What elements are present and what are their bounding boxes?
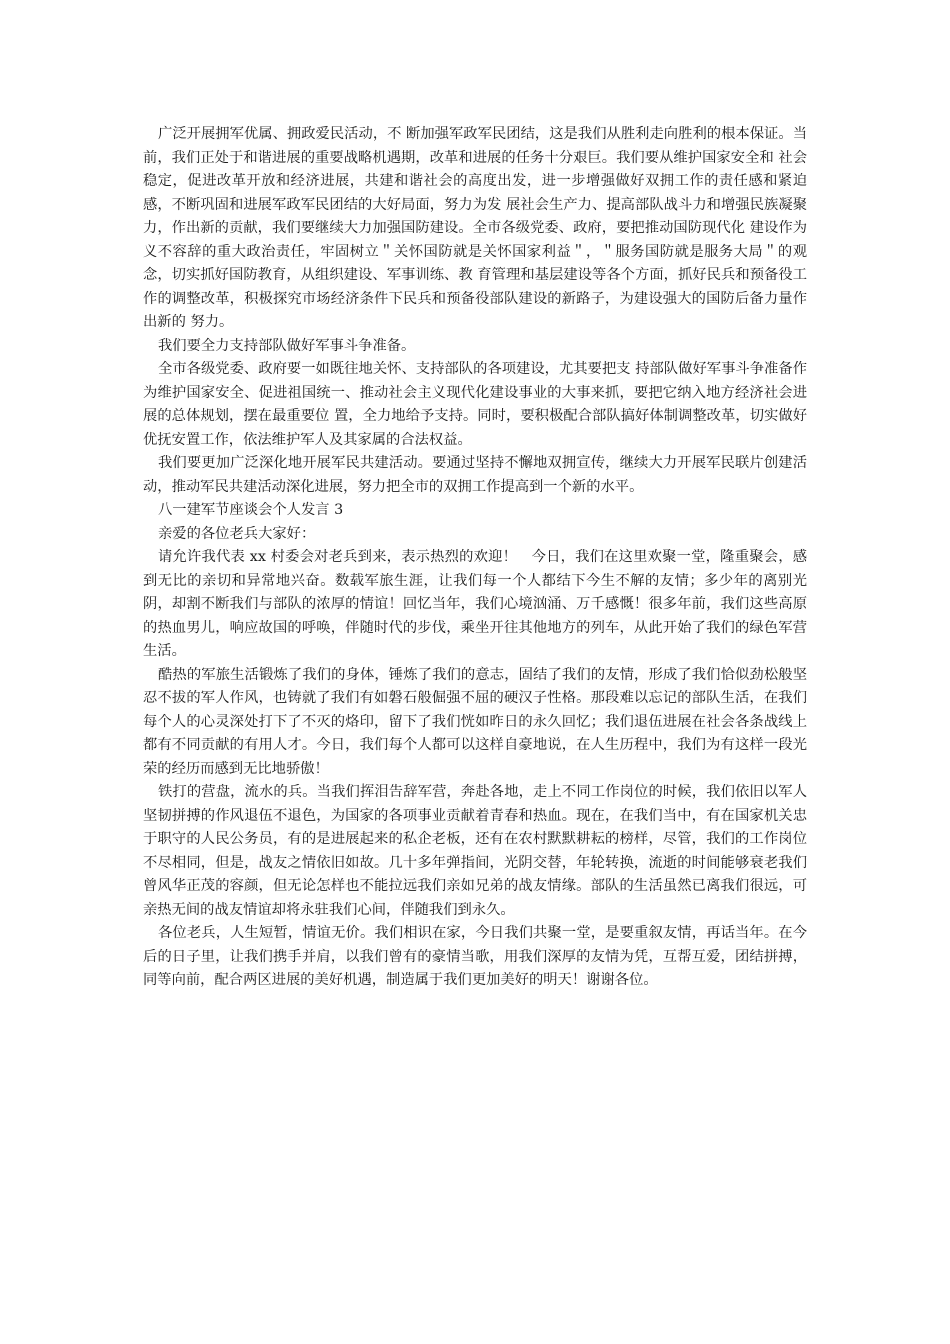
paragraph-6: 酷热的军旅生活锻炼了我们的身体，锤炼了我们的意志，固结了我们的友情，形成了我们恰似劲松般坚忍不拔的军人作风，也铸就了我们有如磐石般倔强不屈的硬汉子性格。那段难以忘记的部队生活，在我们每个人的心灵深处打下了不灭的烙印，留下了我们恍如昨日的永久回忆；我们退伍进展在社会各条战线上都有不同贡献的有用人才。今日，我们每个人都可以这样自豪地说，在人生历程中，我们为有这样一段光荣的经历而感到无比地骄傲！ bbox=[143, 666, 807, 777]
paragraph-2: 我们要全力支持部队做好军事斗争准备。 bbox=[158, 337, 416, 354]
paragraph-3: 全市各级党委、政府要一如既往地关怀、支持部队的各项建设，尤其要把支 持部队做好军事斗争准备作为维护国家安全、促进祖国统一、推动社会主义现代化建设事业的大事来抓，要把它纳入地方经济社会进展的总体规划，摆在最重要位 置，全力地给予支持。同时，要积极配合部队搞好体制调整改革，切实做好优抚安置工作，依法维护军人及其家属的合法权益。 bbox=[143, 361, 807, 448]
salutation: 亲爱的各位老兵大家好： bbox=[158, 525, 316, 542]
section-heading: 八一建军节座谈会个人发言 3 bbox=[158, 502, 344, 518]
paragraph-8: 各位老兵，人生短暂，情谊无价。我们相识在家，今日我们共聚一堂，是要重叙友情，再话当年。在今后的日子里，让我们携手并肩，以我们曾有的豪情当歌，用我们深厚的友情为凭，互帮互爱，团结拼搏，同等向前，配合两区进展的美好机遇，制造属于我们更加美好的明天！谢谢各位。 bbox=[143, 925, 807, 988]
document-body bbox=[143, 123, 807, 993]
paragraph-4: 我们要更加广泛深化地开展军民共建活动。要通过坚持不懈地双拥宣传，继续大力开展军民联片创建活动，推动军民共建活动深化进展，努力把全市的双拥工作提高到一个新的水平。 bbox=[143, 455, 807, 495]
paragraph-5: 请允许我代表 xx 村委会对老兵到来，表示热烈的欢迎！ 今日，我们在这里欢聚一堂，隆重聚会，感到无比的亲切和异常地兴奋。数载军旅生涯，让我们每一个人都结下今生不解的友情；多少年的离别光阴，却割不断我们与部队的浓厚的情谊！回忆当年，我们心境汹涌、万千感慨！很多年前，我们这些高原的热血男儿，响应故国的呼唤，伴随时代的步伐，乘坐开往其他地方的列车，从此开始了我们的绿色军营生活。 bbox=[143, 549, 807, 659]
paragraph-7: 铁打的营盘，流水的兵。当我们挥泪告辞军营，奔赴各地，走上不同工作岗位的时候，我们依旧以军人坚韧拼搏的作风退伍不退色，为国家的各项事业贡献着青春和热血。现在，在我们当中，有在国家机关忠于职守的人民公务员，有的是进展起来的私企老板，还有在农村默默耕耘的榜样，尽管，我们的工作岗位不尽相同，但是，战友之情依旧如故。几十多年弹指间，光阴交替，年轮转换，流逝的时间能够衰老我们曾风华正茂的容颜，但无论怎样也不能拉远我们亲如兄弟的战友情缘。部队的生活虽然已离我们很远，可亲热无间的战友情谊却将永驻我们心间，伴随我们到永久。 bbox=[143, 784, 807, 918]
paragraph-1: 广泛开展拥军优属、拥政爱民活动，不 断加强军政军民团结，这是我们从胜利走向胜利的根本保证。当前，我们正处于和谐进展的重要战略机遇期，改革和进展的任务十分艰巨。我们要从维护国家安全和 社会稳定，促进改革开放和经济进展，共建和谐社会的高度出发，进一步增强做好双拥工作的责任感和紧迫感，不断巩固和进展军政军民团结的大好局面，努力为发 展社会生产力、提高部队战斗力和增强民族凝聚力，作出新的贡献，我们要继续大力加强国防建设。全市各级党委、政府，要把推动国防现代化 建设作为义不容辞的重大政治责任，牢固树立＂关怀国防就是关怀国家利益＂，＂服务国防就是服务大局＂的观念，切实抓好国防教育，从组织建设、军事训练、教 育管理和基层建设等各个方面，抓好民兵和预备役工作的调整改革，积极探究市场经济条件下民兵和预备役部队建设的新路子，为建设强大的国防后备力量作出新的 努力。 bbox=[143, 126, 807, 330]
